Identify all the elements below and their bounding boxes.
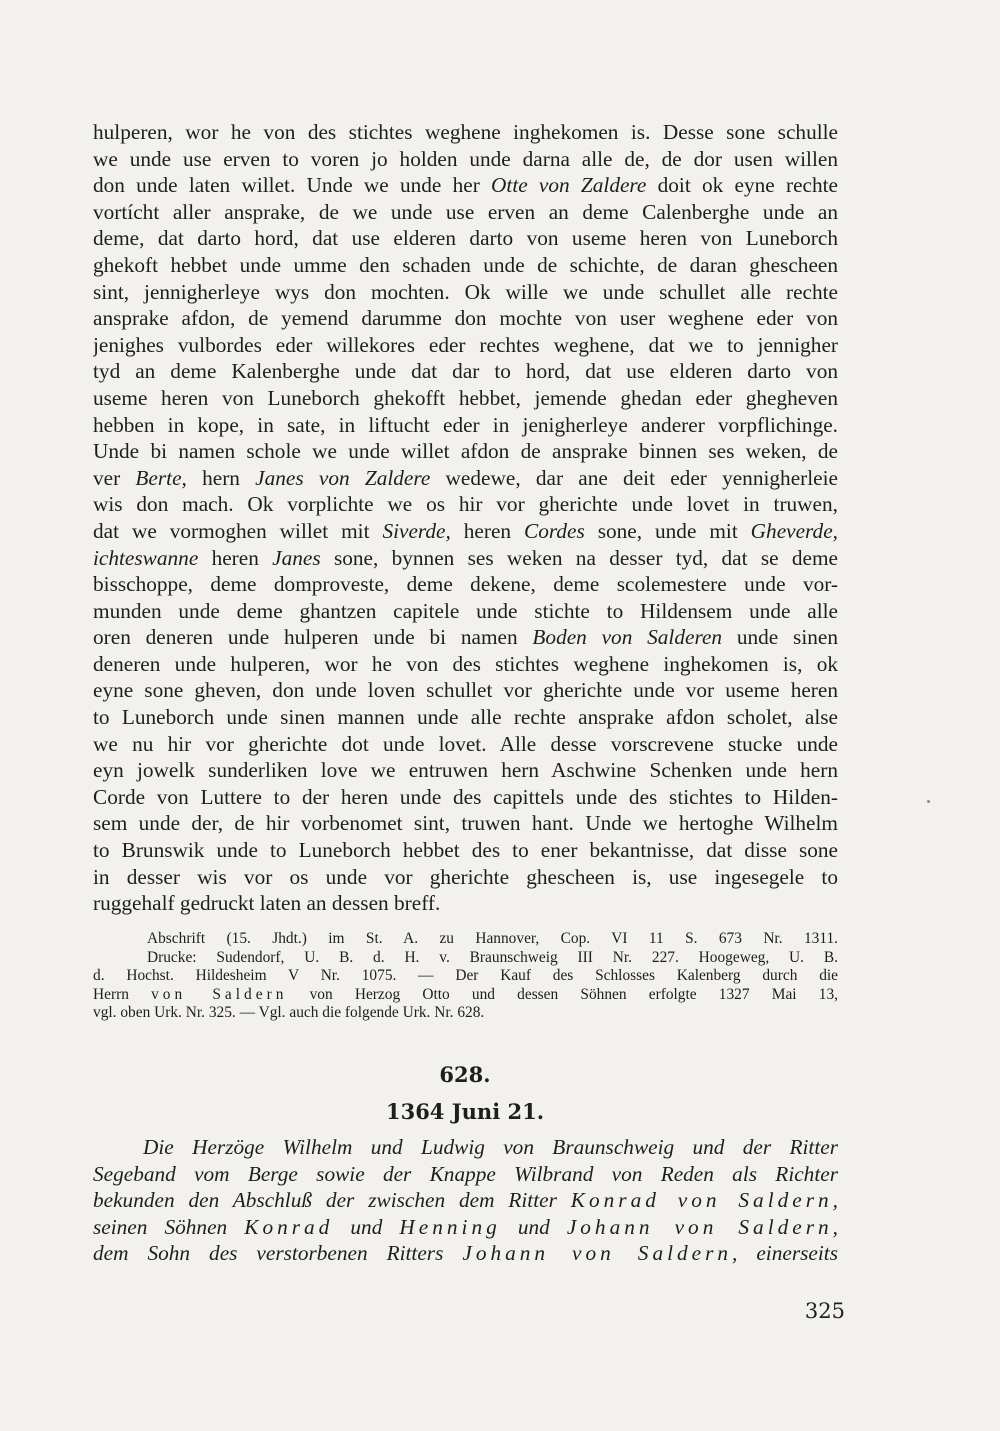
text-run: bekunden den Abschluß der zwischen dem Ritter: [93, 1188, 571, 1213]
spaced-name: Konrad von Saldern: [570, 1188, 833, 1213]
text-run: we unde use erven to voren jo holden unde darna alle de, de dor usen willen: [93, 146, 838, 171]
text-run: tyd an deme Kalenberghe unde dat dar to hord, dat use elderen darto von: [93, 359, 838, 384]
text-run: doit ok eyne rechte: [646, 173, 838, 198]
text-run: ver: [93, 465, 136, 490]
summary-line: [93, 1161, 838, 1188]
body-line: [93, 332, 838, 359]
text-run: unde sinen: [722, 625, 838, 650]
text-run: vortícht aller ansprake, de we unde use erven an deme Calenberghe unde an: [93, 199, 838, 224]
spaced-name: Johann von Saldern: [566, 1214, 833, 1239]
body-line: [93, 598, 838, 625]
paper-speck: [927, 800, 930, 803]
body-line: [93, 810, 838, 837]
italic-name: Cordes: [524, 518, 585, 543]
italic-name: Berte,: [135, 465, 187, 490]
text-run: ansprake afdon, de yemend darumme don mochte von user weghene eder von: [93, 306, 838, 331]
body-line: [93, 837, 838, 864]
text-run: d. Hochst. Hildesheim V Nr. 1075. — Der Kauf des Schlosses Kalenberg durch die: [93, 967, 838, 985]
text-run: deme, dat darto hord, dat use elderen darto von useme heren von Luneborch: [93, 226, 838, 251]
body-line: [93, 545, 838, 572]
text-run: we nu hir vor gherichte dot unde lovet. Alle desse vorscrevene stucke unde: [93, 731, 838, 756]
text-run: seinen Söhnen: [93, 1214, 245, 1239]
body-line: [93, 624, 838, 651]
source-notes: [93, 930, 838, 1023]
text-run: jenighes vulbordes eder willekores eder rechtes weghene, dat we to jennigher: [93, 332, 838, 357]
body-line: [93, 199, 838, 226]
text-run: dem Sohn des verstorbenen Ritters: [93, 1241, 463, 1266]
italic-name: Gheverde,: [750, 518, 838, 543]
summary-line: [93, 1214, 838, 1241]
text-run: und: [500, 1214, 567, 1239]
text-run: Die Herzöge Wilhelm und Ludwig von Braunschweig und der Ritter: [143, 1135, 838, 1159]
text-run: munden unde deme ghantzen capitele unde stichte to Hildensem unde alle: [93, 598, 838, 623]
body-line: [93, 890, 838, 917]
spaced-name: von Saldern: [151, 985, 288, 1003]
summary-line: [93, 1187, 838, 1214]
text-run: don unde laten willet. Unde we unde her: [93, 173, 492, 198]
summary-line: [93, 1134, 838, 1161]
body-line: [93, 119, 838, 146]
body-line: [93, 757, 838, 784]
page-number: 325: [804, 1299, 845, 1323]
text-run: hulperen, wor he von des stichtes weghene inghekomen is. Desse sone schulle: [93, 120, 838, 144]
spaced-name: Johann von Saldern: [462, 1241, 733, 1266]
italic-name: Otte von Zaldere: [491, 173, 647, 198]
text-run: Unde bi namen schole we unde willet afdon de ansprake binnen ses weken, de: [93, 439, 838, 464]
notes-line: [93, 949, 838, 968]
italic-name: Boden von Salderen: [532, 625, 723, 650]
text-run: hebben in kope, in sate, in liftucht eder in jenigherleye anderer vorpflichinge.: [93, 412, 838, 437]
spaced-name: Konrad: [244, 1214, 334, 1239]
italic-name: Siverde,: [382, 518, 451, 543]
body-line: [93, 225, 838, 252]
body-line: [93, 385, 838, 412]
document-date: 1364 Juni 21.: [385, 1099, 545, 1124]
text-run: heren: [450, 518, 525, 543]
text-run: Corde von Luttere to der heren unde des capittels unde des stichtes to Hilden-: [93, 784, 838, 809]
body-line: [93, 864, 838, 891]
document-summary: [93, 1134, 838, 1267]
text-run: sone, bynnen ses weken na desser tyd, dat se deme: [320, 545, 838, 570]
body-line: [93, 305, 838, 332]
text-run: bisschoppe, deme domproveste, deme dekene, deme scolemestere unde vor-: [93, 572, 838, 597]
text-run: eyn jowelk sunderliken love we entruwen hern Aschwine Schenken unde hern: [93, 758, 838, 783]
text-run: ruggehalf gedruckt laten an dessen breff.: [93, 891, 441, 916]
document-number: 628.: [439, 1062, 491, 1087]
summary-line: [93, 1240, 838, 1267]
body-line: [93, 518, 838, 545]
body-line: [93, 172, 838, 199]
notes-line: [93, 930, 838, 949]
body-line: [93, 465, 838, 492]
body-line: [93, 412, 838, 439]
body-line: [93, 146, 838, 173]
body-line: [93, 252, 838, 279]
body-line: [93, 358, 838, 385]
text-run: to Brunswik unde to Luneborch hebbet des to ener bekantnisse, dat disse sone: [93, 838, 838, 863]
text-run: wedewe, dar ane deit eder yennigherleie: [430, 465, 838, 490]
body-line: [93, 491, 838, 518]
document-body-text: [93, 119, 838, 917]
body-line: [93, 704, 838, 731]
notes-line: [93, 986, 838, 1005]
spaced-name: Henning: [399, 1214, 501, 1239]
text-run: heren: [198, 545, 273, 570]
body-line: [93, 731, 838, 758]
text-run: von Herzog Otto und dessen Söhnen erfolgte 1327 Mai 13,: [287, 985, 838, 1003]
body-line: [93, 784, 838, 811]
text-run: hern: [186, 465, 256, 490]
text-run: ,: [832, 1188, 838, 1213]
text-run: und: [333, 1214, 400, 1239]
body-line: [93, 651, 838, 678]
text-run: oren deneren unde hulperen unde bi namen: [93, 625, 533, 650]
text-run: Abschrift (15. Jhdt.) im St. A. zu Hannover, Cop. VI 11 S. 673 Nr. 1311.: [147, 930, 838, 947]
text-run: sone, unde mit: [584, 518, 751, 543]
body-line: [93, 677, 838, 704]
notes-line: [93, 967, 838, 986]
notes-line: [93, 1004, 838, 1023]
text-run: wis don mach. Ok vorplichte we os hir vor gherichte unde lovet in truwen,: [93, 492, 838, 517]
text-run: Herrn: [93, 985, 152, 1003]
italic-name: Janes von Zaldere: [255, 465, 431, 490]
text-run: eyne sone gheven, don unde loven schullet vor gherichte unde vor useme heren: [93, 678, 838, 703]
body-line: [93, 571, 838, 598]
text-run: sint, jennigherleye wys don mochten. Ok wille we unde schullet alle rechte: [93, 279, 838, 304]
text-run: ,: [832, 1214, 838, 1239]
body-line: [93, 438, 838, 465]
text-run: vgl. oben Urk. Nr. 325. — Vgl. auch die folgende Urk. Nr. 628.: [93, 1004, 485, 1022]
text-run: ghekoft hebbet unde umme den schaden unde de schichte, de daran ghescheen: [93, 252, 838, 277]
text-run: Segeband vom Berge sowie der Knappe Wilbrand von Reden als Richter: [93, 1161, 838, 1186]
text-run: dat we vormoghen willet mit: [93, 518, 383, 543]
text-run: in desser wis vor os unde vor gherichte ghescheen is, use ingesegele to: [93, 864, 838, 889]
text-run: sem unde der, de hir vorbenomet sint, truwen hant. Unde we hertoghe Wilhelm: [93, 811, 838, 836]
text-run: deneren unde hulperen, wor he von des stichtes weghene inghekomen is, ok: [93, 651, 838, 676]
text-run: , einerseits: [732, 1241, 838, 1266]
text-run: to Luneborch unde sinen mannen unde alle rechte ansprake afdon scholet, alse: [93, 705, 838, 730]
italic-name: Janes: [272, 545, 321, 570]
italic-name: ichteswanne: [93, 545, 199, 570]
text-run: Drucke: Sudendorf, U. B. d. H. v. Braunschweig III Nr. 227. Hoogeweg, U. B.: [147, 948, 838, 966]
text-run: useme heren von Luneborch ghekofft hebbet, jemende ghedan eder ghegheven: [93, 385, 838, 410]
body-line: [93, 279, 838, 306]
